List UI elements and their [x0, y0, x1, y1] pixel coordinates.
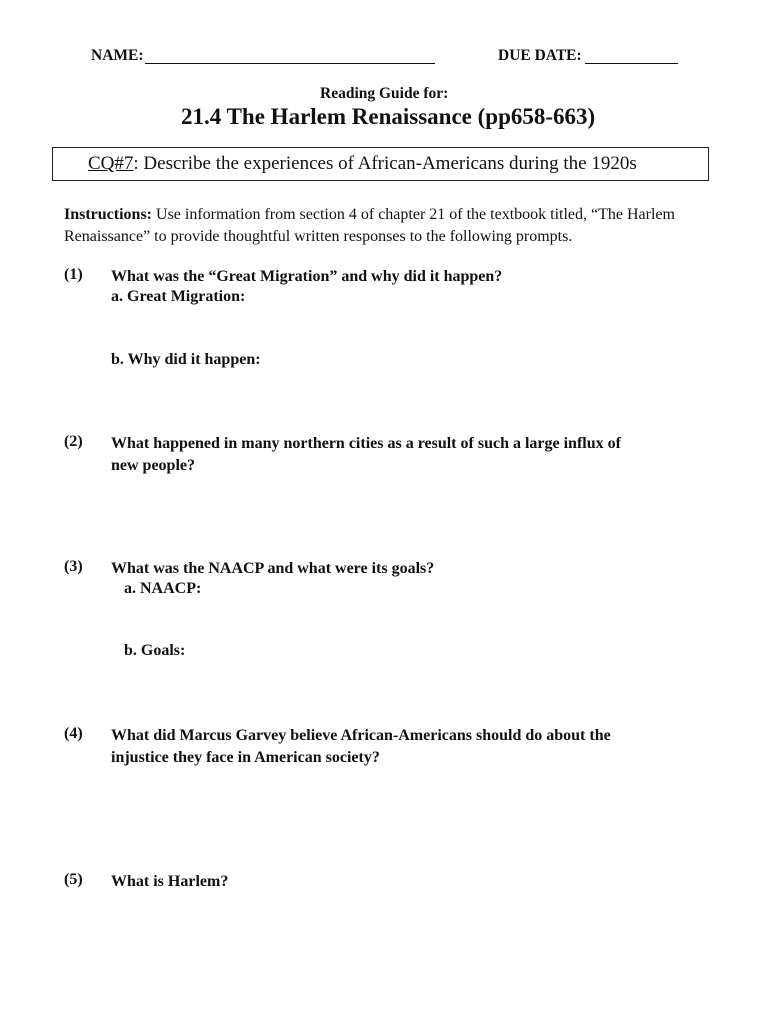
name-label: NAME:: [91, 47, 144, 64]
question-line: What did Marcus Garvey believe African-Americans should do about the: [111, 727, 611, 744]
question-line: new people?: [111, 457, 195, 474]
cq-statement: [88, 153, 637, 175]
page-title: 21.4 The Harlem Renaissance (pp658-663): [181, 104, 596, 129]
question-line: What was the NAACP and what were its goals?: [111, 560, 435, 577]
question-number: (1): [64, 266, 83, 283]
question-number: (3): [64, 558, 83, 575]
question-number: (4): [64, 725, 83, 742]
sub-prompt: a. NAACP:: [124, 580, 202, 597]
question-text: [111, 558, 434, 580]
name-blank-line[interactable]: [145, 63, 435, 64]
question-number: (5): [64, 871, 83, 888]
due-date-label: DUE DATE:: [498, 47, 582, 64]
cq-text: : Describe the experiences of African-Americans during the 1920s: [133, 153, 637, 174]
sub-prompt: a. Great Migration:: [111, 288, 246, 305]
question-text: [111, 266, 502, 288]
question-line: What was the “Great Migration” and why did it happen?: [111, 268, 503, 285]
reading-guide-subtitle: Reading Guide for:: [320, 85, 449, 102]
instructions-label: Instructions:: [64, 206, 153, 223]
instructions-text: Use information from section 4 of chapter 21 of the textbook titled, “The Harlem Renaissance” to provide thoughtful written responses to the following prompts.: [64, 206, 675, 245]
question-text: [111, 871, 228, 893]
sub-prompt: b. Goals:: [124, 642, 186, 659]
question-number: (2): [64, 433, 83, 450]
question-line: What happened in many northern cities as a result of such a large influx of: [111, 435, 621, 452]
question-text: [111, 433, 621, 477]
question-line: injustice they face in American society?: [111, 749, 380, 766]
sub-prompt: b. Why did it happen:: [111, 351, 261, 368]
question-text: [111, 725, 611, 769]
due-date-blank-line[interactable]: [585, 63, 678, 64]
question-line: What is Harlem?: [111, 873, 229, 890]
cq-code: CQ#7: [88, 153, 134, 174]
instructions: [64, 204, 704, 248]
